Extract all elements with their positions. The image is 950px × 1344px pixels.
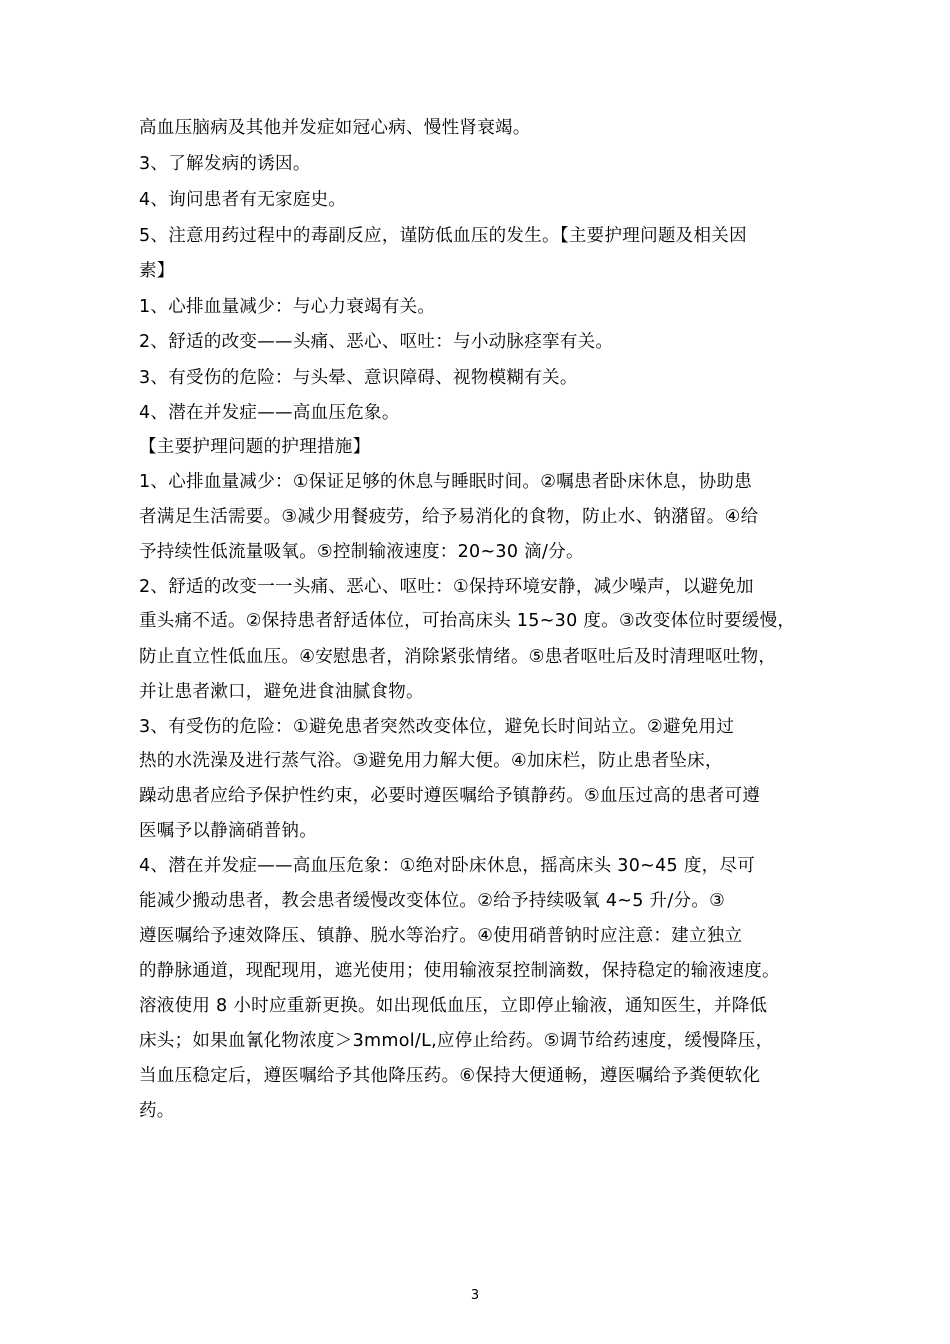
- text-line: 的静脉通道，现配现用，遮光使用；使用输液泵控制滴数，保持稳定的输液速度。: [139, 961, 780, 981]
- text-line: 重头痛不适。②保持患者舒适体位，可抬高床头 15~30 度。③改变体位时要缓慢，: [139, 611, 796, 631]
- text-line: 3、有受伤的危险：①避免患者突然改变体位，避免长时间站立。②避免用过: [139, 717, 735, 737]
- text-line: 高血压脑病及其他并发症如冠心病、慢性肾衰竭。: [139, 118, 531, 138]
- text-line: 素】: [139, 261, 175, 281]
- text-line: 4、询问患者有无家庭史。: [139, 190, 347, 210]
- text-line: 2、舒适的改变一一头痛、恶心、呕吐：①保持环境安静，减少噪声，以避免加: [139, 577, 754, 597]
- text-line: 予持续性低流量吸氧。⑤控制输液速度：20~30 滴/分。: [139, 542, 584, 562]
- text-line: 3、有受伤的危险：与头晕、意识障碍、视物模糊有关。: [139, 368, 578, 388]
- page-number: 3: [470, 1288, 480, 1303]
- text-line: 躁动患者应给予保护性约束，必要时遵医嘱给予镇静药。⑤血压过高的患者可遵: [139, 786, 761, 806]
- text-line: 2、舒适的改变——头痛、恶心、呕吐：与小动脉痉挛有关。: [139, 332, 614, 352]
- text-line: 1、心排血量减少：与心力衰竭有关。: [139, 297, 436, 317]
- text-line: 能减少搬动患者，教会患者缓慢改变体位。②给予持续吸氧 4~5 升/分。③: [139, 891, 726, 911]
- text-line: 热的水洗澡及进行蒸气浴。③避免用力解大便。④加床栏，防止患者坠床，: [139, 751, 723, 771]
- text-line: 防止直立性低血压。④安慰患者，消除紧张情绪。⑤患者呕吐后及时清理呕吐物，: [139, 647, 777, 667]
- text-line: 床头；如果血氰化物浓度＞3mmol/L,应停止给药。⑤调节给药速度，缓慢降压，: [139, 1031, 774, 1051]
- text-line: 5、注意用药过程中的毒副反应，谨防低血压的发生。【主要护理问题及相关因: [139, 226, 747, 246]
- text-line: 药。: [139, 1101, 175, 1121]
- text-line: 医嘱予以静滴硝普钠。: [139, 821, 317, 841]
- text-line: 4、潜在并发症——高血压危象。: [139, 403, 400, 423]
- text-line: 4、潜在并发症——高血压危象：①绝对卧床休息，摇高床头 30~45 度，尽可: [139, 856, 756, 876]
- text-line: 当血压稳定后，遵医嘱给予其他降压药。⑥保持大便通畅，遵医嘱给予粪便软化: [139, 1066, 761, 1086]
- text-line: 遵医嘱给予速效降压、镇静、脱水等治疗。④使用硝普钠时应注意：建立独立: [139, 926, 743, 946]
- text-line: 并让患者漱口，避免进食油腻食物。: [139, 682, 424, 702]
- text-line: 1、心排血量减少：①保证足够的休息与睡眠时间。②嘱患者卧床休息，协助患: [139, 472, 753, 492]
- text-line: 3、了解发病的诱因。: [139, 154, 311, 174]
- text-line: 溶液使用 8 小时应重新更换。如出现低血压，立即停止输液，通知医生，并降低: [139, 996, 768, 1016]
- section-heading: 【主要护理问题的护理措施】: [139, 437, 371, 457]
- text-line: 者满足生活需要。③减少用餐疲劳，给予易消化的食物，防止水、钠潴留。④给: [139, 507, 759, 527]
